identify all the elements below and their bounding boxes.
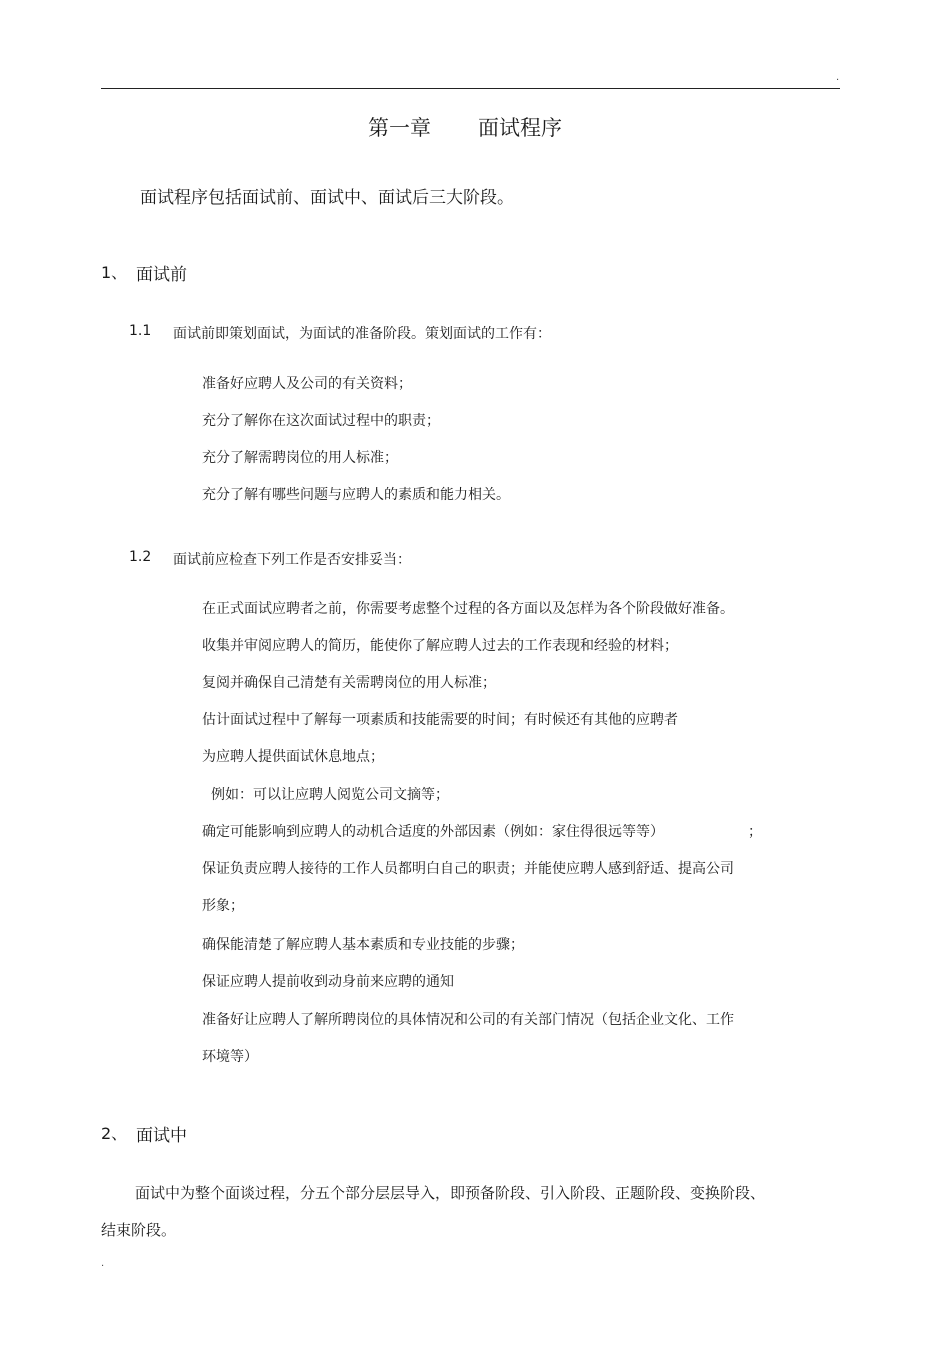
section1-title: 面试前 xyxy=(136,265,187,285)
section2-paragraph-line2: 结束阶段。 xyxy=(101,1221,177,1239)
list-item: 确保能清楚了解应聘人基本素质和专业技能的步骤； xyxy=(202,937,524,953)
footer-mark: . xyxy=(101,1258,105,1269)
list-item: 保证负责应聘人接待的工作人员都明白自己的职责；并能使应聘人感到舒适、提高公司 xyxy=(202,861,734,877)
list-item: 准备好让应聘人了解所聘岗位的具体情况和公司的有关部门情况（包括企业文化、工作 xyxy=(202,1012,734,1028)
sub2-text: 面试前应检查下列工作是否安排妥当： xyxy=(173,552,411,568)
list-item: 例如：可以让应聘人阅览公司文摘等； xyxy=(211,787,449,803)
sub1-number: 1.1 xyxy=(129,323,152,339)
chapter-title: 面试程序 xyxy=(478,116,562,140)
list-item-semicolon: ； xyxy=(748,824,762,840)
list-item: 为应聘人提供面试休息地点； xyxy=(202,749,384,765)
list-item: 保证应聘人提前收到动身前来应聘的通知 xyxy=(202,974,454,990)
sub2-number: 1.2 xyxy=(129,549,152,565)
header-corner-mark: . xyxy=(836,72,840,83)
list-item: 收集并审阅应聘人的简历，能使你了解应聘人过去的工作表现和经验的材料； xyxy=(202,638,678,654)
header-rule xyxy=(101,88,840,89)
list-item: 充分了解需聘岗位的用人标准； xyxy=(202,450,398,466)
list-item: 确定可能影响到应聘人的动机合适度的外部因素（例如：家住得很远等等） xyxy=(202,824,664,840)
chapter-number: 第一章 xyxy=(368,116,431,140)
list-item: 准备好应聘人及公司的有关资料； xyxy=(202,376,412,392)
list-item-continuation: 形象； xyxy=(202,898,244,914)
list-item: 充分了解你在这次面试过程中的职责； xyxy=(202,413,440,429)
list-item: 复阅并确保自己清楚有关需聘岗位的用人标准； xyxy=(202,675,496,691)
sub1-text: 面试前即策划面试，为面试的准备阶段。策划面试的工作有： xyxy=(173,326,551,342)
section1-number: 1、 xyxy=(101,263,128,282)
list-item: 在正式面试应聘者之前，你需要考虑整个过程的各方面以及怎样为各个阶段做好准备。 xyxy=(202,601,734,617)
section2-title: 面试中 xyxy=(136,1126,187,1146)
list-item: 充分了解有哪些问题与应聘人的素质和能力相关。 xyxy=(202,487,510,503)
list-item: 估计面试过程中了解每一项素质和技能需要的时间；有时候还有其他的应聘者 xyxy=(202,712,678,728)
section2-paragraph-line1: 面试中为整个面谈过程，分五个部分层层导入，即预备阶段、引入阶段、正题阶段、变换阶段、 xyxy=(135,1184,766,1202)
intro-text: 面试程序包括面试前、面试中、面试后三大阶段。 xyxy=(140,188,514,208)
section2-number: 2、 xyxy=(101,1124,128,1143)
list-item-continuation: 环境等） xyxy=(202,1049,258,1065)
